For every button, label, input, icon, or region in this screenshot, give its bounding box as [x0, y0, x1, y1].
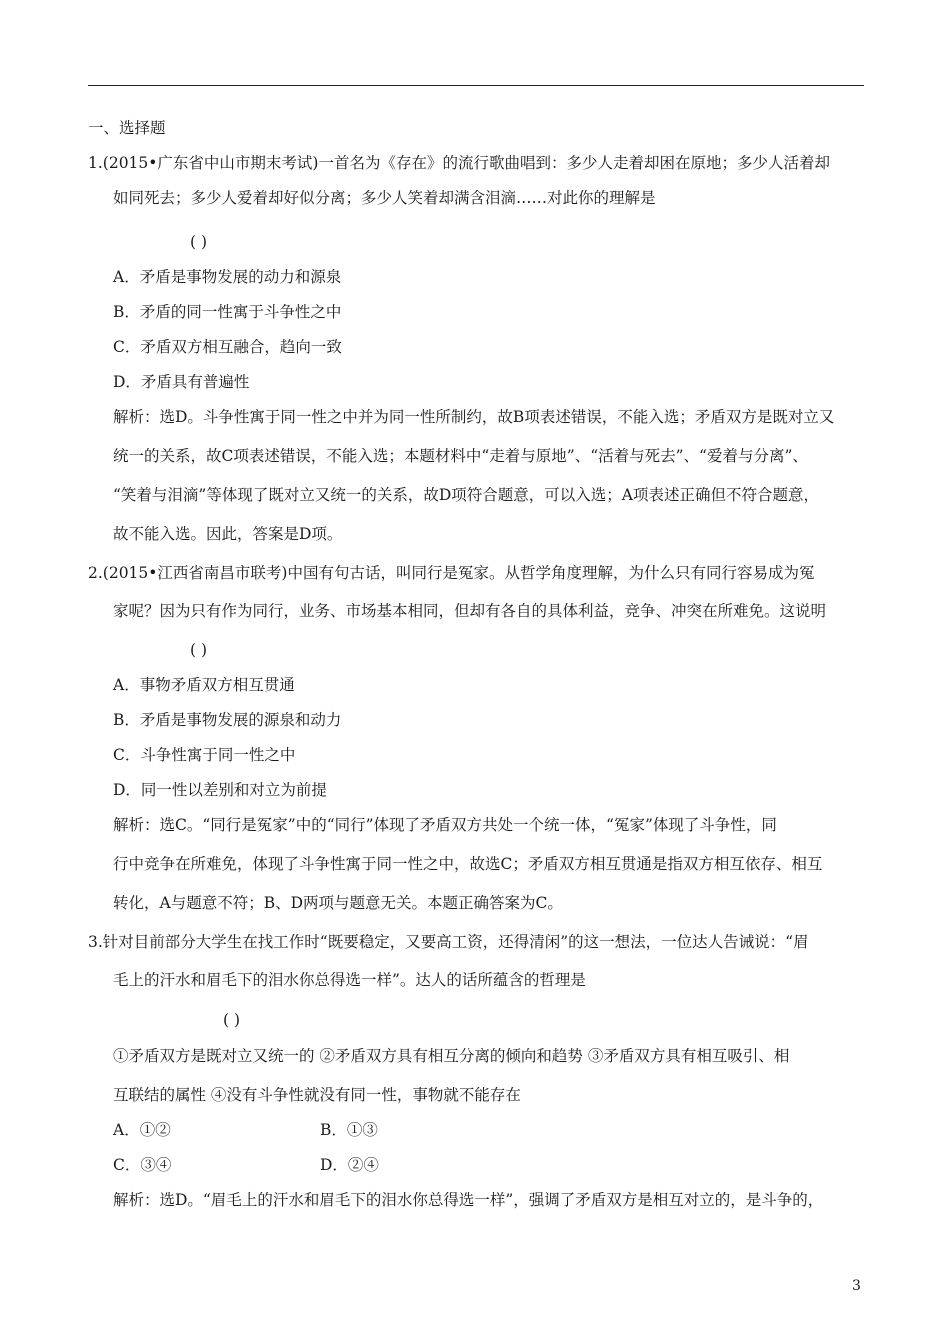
- q2-option-d: D．同一性以差别和对立为前提: [113, 781, 327, 799]
- q3-statements-line2: 互联结的属性 ④没有斗争性就没有同一性，事物就不能存在: [113, 1086, 521, 1104]
- q1-analysis-line3: “笑着与泪滴”等体现了既对立又统一的关系，故D项符合题意，可以入选；A项表述正确但不符合题意，: [113, 486, 819, 504]
- q3-option-c: C．③④: [113, 1156, 172, 1174]
- q1-answer-blank: ( ): [190, 233, 208, 251]
- q2-analysis-line2: 行中竞争在所难免，体现了斗争性寓于同一性之中，故选C；矛盾双方相互贯通是指双方相互依存、相互: [113, 855, 823, 873]
- q1-option-a: A．矛盾是事物发展的动力和源泉: [113, 268, 342, 286]
- q3-option-d: D．②④: [320, 1156, 379, 1174]
- q2-option-a: A．事物矛盾双方相互贯通: [113, 676, 295, 694]
- section-title: 一、选择题: [88, 119, 166, 137]
- q2-option-c: C．斗争性寓于同一性之中: [113, 746, 296, 764]
- q2-stem-line1: 2.(2015•江西省南昌市联考)中国有句古话，叫同行是冤家。从哲学角度理解，为什么只有同行容易成为冤: [88, 564, 815, 582]
- q2-analysis-line1: 解析：选C。“同行是冤家”中的“同行”体现了矛盾双方共处一个统一体，“冤家”体现了斗争性，同: [113, 816, 777, 834]
- header-rule: [88, 85, 864, 86]
- q1-option-b: B．矛盾的同一性寓于斗争性之中: [113, 303, 342, 321]
- q1-stem-line2: 如同死去；多少人爱着却好似分离；多少人笑着却满含泪滴……对此你的理解是: [113, 189, 656, 207]
- q1-stem-line1: 1.(2015•广东省中山市期末考试)一首名为《存在》的流行歌曲唱到：多少人走着却困在原地；多少人活着却: [88, 154, 830, 172]
- q3-stem-line2: 毛上的汗水和眉毛下的泪水你总得选一样”。达人的话所蕴含的哲理是: [113, 971, 586, 989]
- q3-answer-blank: ( ): [223, 1011, 241, 1029]
- q1-option-c: C．矛盾双方相互融合，趋向一致: [113, 338, 342, 356]
- q2-stem-line2: 家呢？因为只有作为同行，业务、市场基本相同，但却有各自的具体利益，竞争、冲突在所难免。这说明: [113, 602, 827, 620]
- q3-option-a: A．①②: [113, 1121, 171, 1139]
- q3-option-b: B．①③: [320, 1121, 378, 1139]
- q2-analysis-line3: 转化，A与题意不符；B、D两项与题意无关。本题正确答案为C。: [113, 894, 563, 912]
- q3-stem-line1: 3.针对目前部分大学生在找工作时“既要稳定，又要高工资，还得清闲”的这一想法，一位达人告诫说：“眉: [88, 933, 809, 951]
- page-number: 3: [852, 1278, 861, 1294]
- q1-analysis-line4: 故不能入选。因此，答案是D项。: [113, 525, 343, 543]
- q2-answer-blank: ( ): [190, 641, 208, 659]
- q3-analysis-line1: 解析：选D。“眉毛上的汗水和眉毛下的泪水你总得选一样”，强调了矛盾双方是相互对立的，是斗争的，: [113, 1191, 824, 1209]
- q3-statements-line1: ①矛盾双方是既对立又统一的 ②矛盾双方具有相互分离的倾向和趋势 ③矛盾双方具有相互吸引、相: [113, 1047, 790, 1065]
- q1-option-d: D．矛盾具有普遍性: [113, 373, 250, 391]
- q1-analysis-line1: 解析：选D。斗争性寓于同一性之中并为同一性所制约，故B项表述错误，不能入选；矛盾双方是既对立又: [113, 408, 835, 426]
- q2-option-b: B．矛盾是事物发展的源泉和动力: [113, 711, 342, 729]
- q1-analysis-line2: 统一的关系，故C项表述错误，不能入选；本题材料中“走着与原地”、“活着与死去”、“爱着与分离”、: [113, 447, 808, 465]
